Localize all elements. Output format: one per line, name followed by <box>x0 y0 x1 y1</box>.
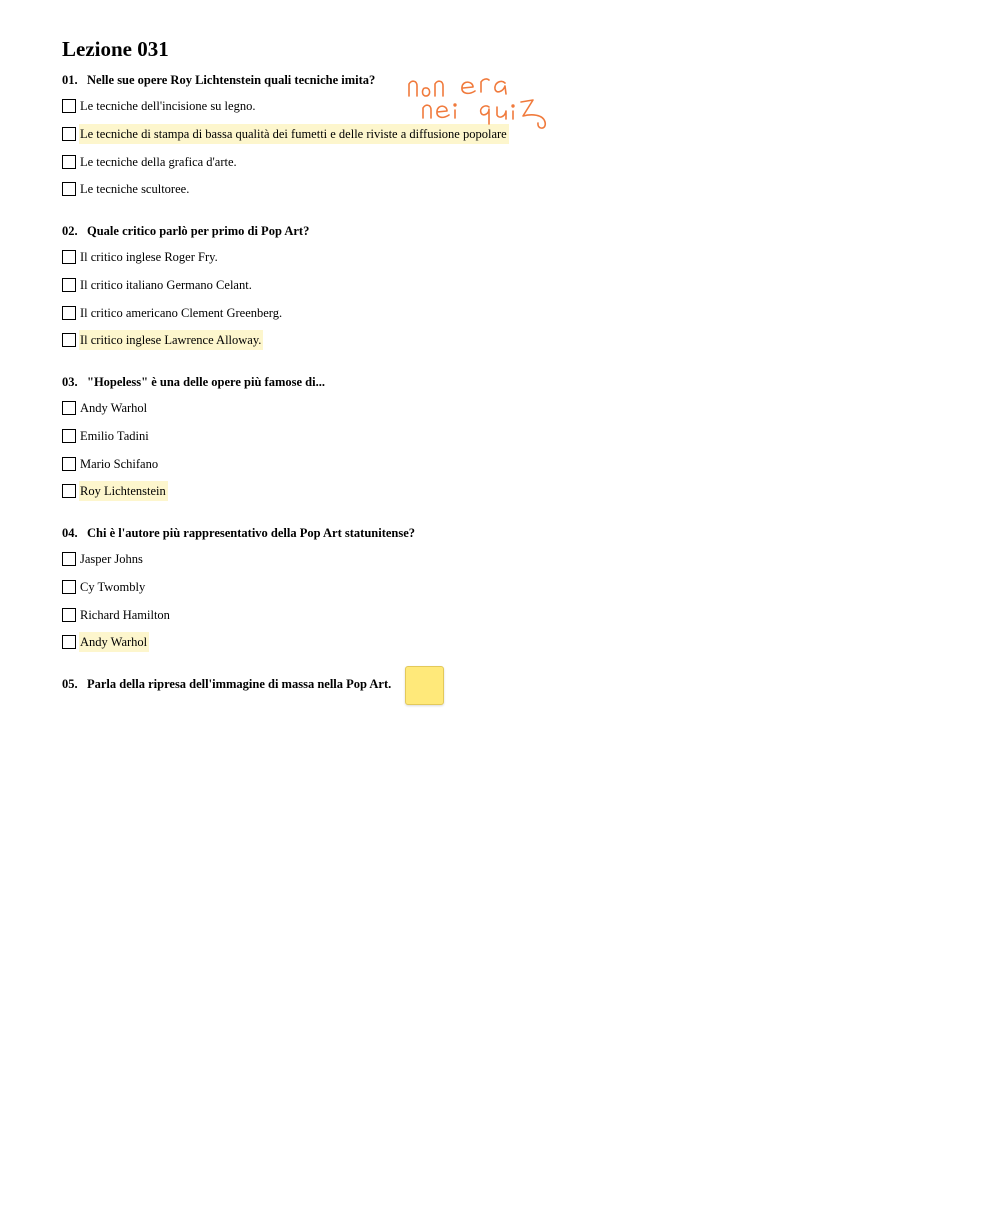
option-label: Emilio Tadini <box>80 429 149 443</box>
option-label: Cy Twombly <box>80 580 146 594</box>
checkbox[interactable] <box>62 250 76 264</box>
question-05 <box>62 674 962 694</box>
option-label: Il critico inglese Roger Fry. <box>80 250 218 264</box>
question-text: Chi è l'autore più rappresentativo della Pop Art statunitense? <box>87 526 416 540</box>
option-02-d[interactable] <box>62 330 263 350</box>
option-label: Il critico italiano Germano Celant. <box>80 278 252 292</box>
question-text: Quale critico parlò per primo di Pop Art? <box>87 224 310 238</box>
page-title: Lezione 031 <box>62 37 169 61</box>
checkbox[interactable] <box>62 333 76 347</box>
question-number: 03. <box>62 375 78 389</box>
option-label: Le tecniche scultoree. <box>80 182 190 196</box>
option-03-d[interactable] <box>62 481 168 501</box>
checkbox[interactable] <box>62 278 76 292</box>
option-03-c[interactable] <box>62 454 160 474</box>
checkbox[interactable] <box>62 99 76 113</box>
handwritten-annotation <box>405 66 555 132</box>
checkbox[interactable] <box>62 306 76 320</box>
option-label: Andy Warhol <box>80 401 148 415</box>
option-02-b[interactable] <box>62 275 254 295</box>
option-03-a[interactable] <box>62 398 149 418</box>
option-label: Le tecniche dell'incisione su legno. <box>80 99 256 113</box>
option-01-c[interactable] <box>62 152 239 172</box>
checkbox[interactable] <box>62 457 76 471</box>
option-03-b[interactable] <box>62 426 151 446</box>
option-01-d[interactable] <box>62 179 191 199</box>
checkbox[interactable] <box>62 182 76 196</box>
option-label-highlighted: Roy Lichtenstein <box>79 481 168 501</box>
question-text: Parla della ripresa dell'immagine di massa nella Pop Art. <box>87 677 392 691</box>
option-04-d[interactable] <box>62 632 149 652</box>
option-label-highlighted: Le tecniche di stampa di bassa qualità dei fumetti e delle riviste a diffusione popolare <box>79 124 509 144</box>
option-label-highlighted: Andy Warhol <box>79 632 149 652</box>
checkbox[interactable] <box>62 608 76 622</box>
question-number: 01. <box>62 73 78 87</box>
option-01-a[interactable] <box>62 96 257 116</box>
option-label: Le tecniche della grafica d'arte. <box>80 155 237 169</box>
sticky-note-icon[interactable] <box>405 666 444 705</box>
checkbox[interactable] <box>62 552 76 566</box>
checkbox[interactable] <box>62 580 76 594</box>
option-04-b[interactable] <box>62 577 147 597</box>
checkbox[interactable] <box>62 429 76 443</box>
question-04 <box>62 523 962 543</box>
option-label: Mario Schifano <box>80 457 159 471</box>
option-02-c[interactable] <box>62 303 284 323</box>
option-label: Jasper Johns <box>80 552 143 566</box>
question-number: 02. <box>62 224 78 238</box>
option-label-highlighted: Il critico inglese Lawrence Alloway. <box>79 330 263 350</box>
question-text: Nelle sue opere Roy Lichtenstein quali tecniche imita? <box>87 73 376 87</box>
checkbox[interactable] <box>62 155 76 169</box>
checkbox[interactable] <box>62 635 76 649</box>
checkbox[interactable] <box>62 127 76 141</box>
option-02-a[interactable] <box>62 247 220 267</box>
question-number: 04. <box>62 526 78 540</box>
option-label: Richard Hamilton <box>80 608 170 622</box>
question-number: 05. <box>62 677 78 691</box>
checkbox[interactable] <box>62 484 76 498</box>
option-04-a[interactable] <box>62 549 145 569</box>
option-04-c[interactable] <box>62 605 172 625</box>
question-02 <box>62 221 962 241</box>
question-text: "Hopeless" è una delle opere più famose di... <box>87 375 325 389</box>
option-label: Il critico americano Clement Greenberg. <box>80 306 283 320</box>
checkbox[interactable] <box>62 401 76 415</box>
question-03 <box>62 372 962 392</box>
